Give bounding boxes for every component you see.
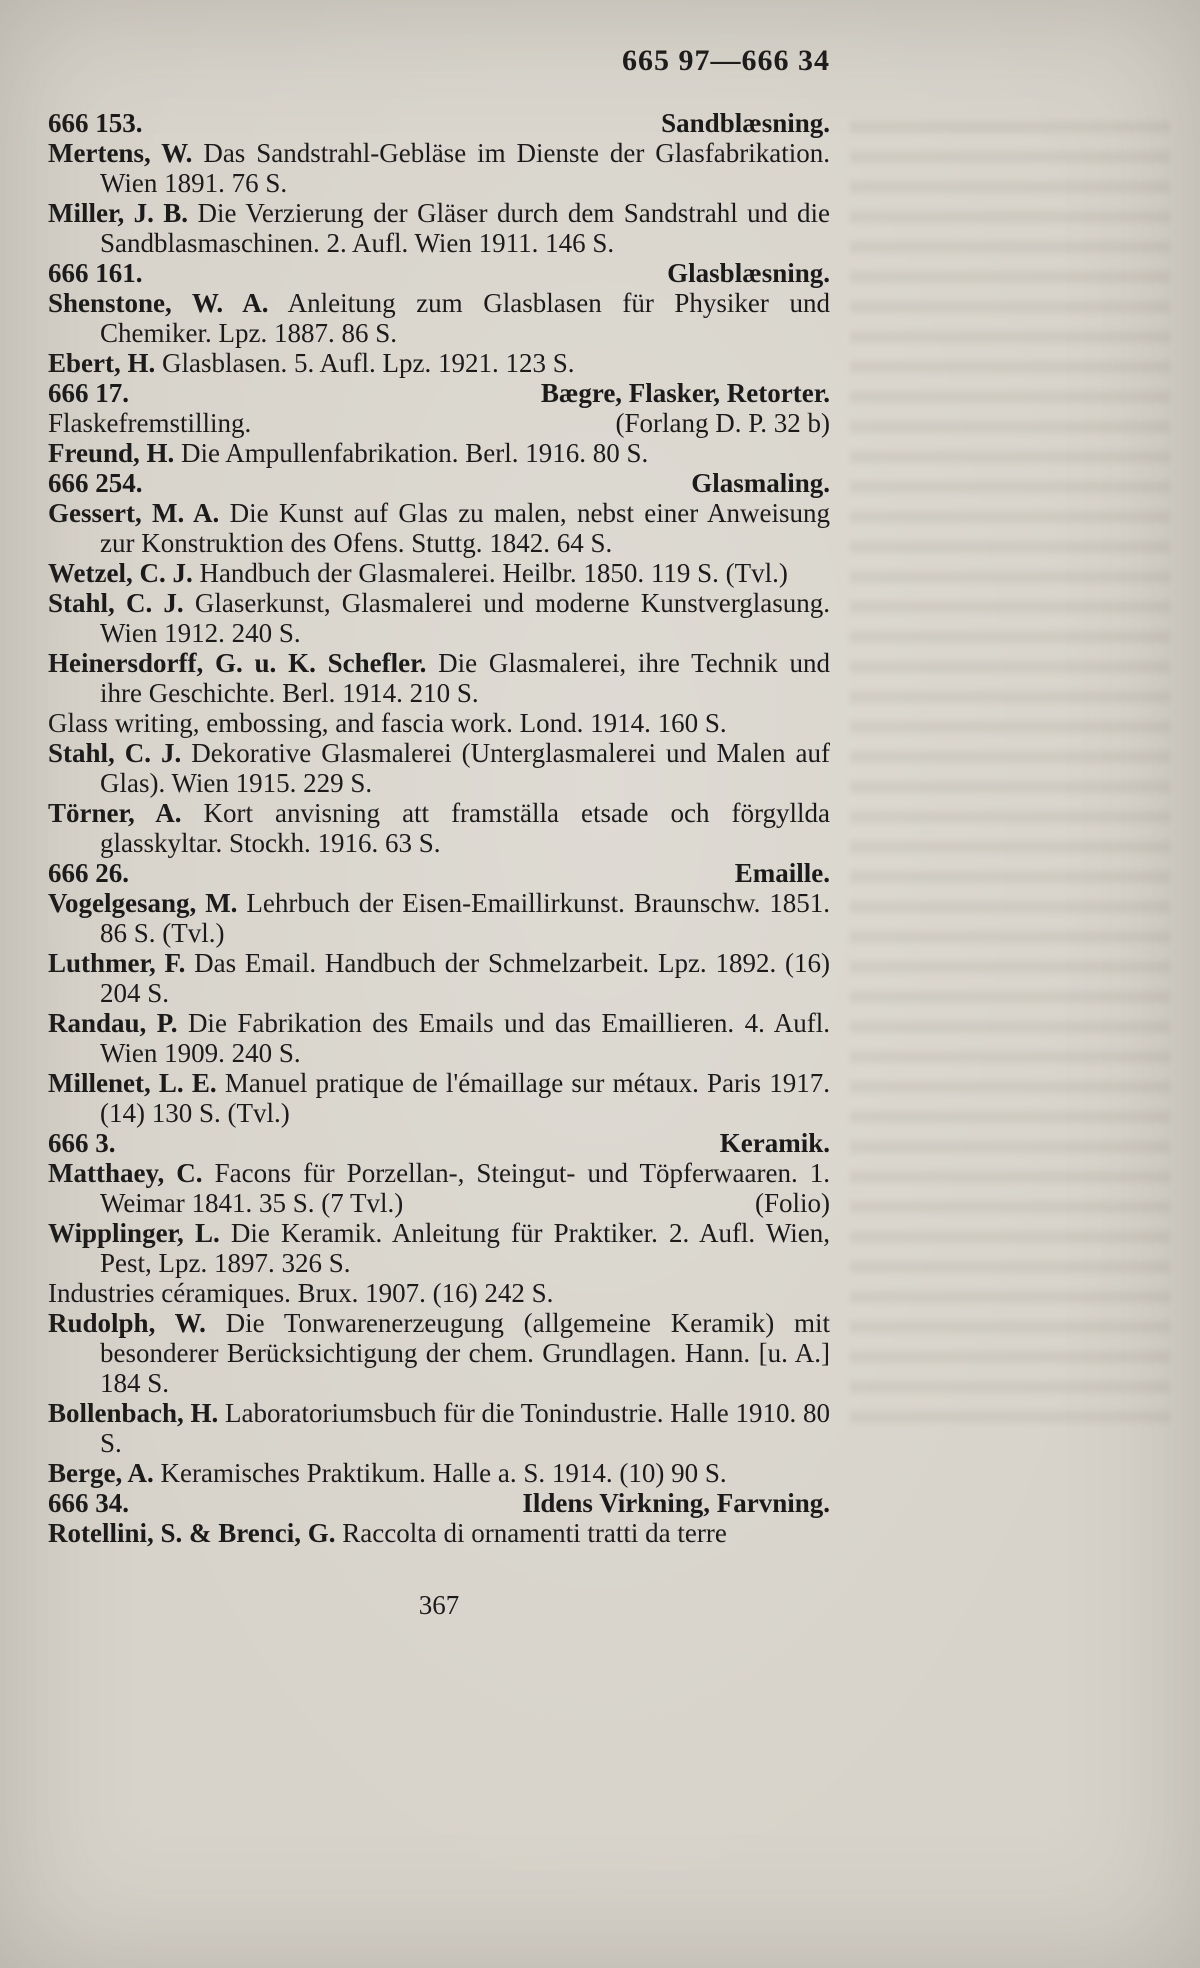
entry-text: Die Verzierung der Gläser durch dem Sandstrahl und die Sandblasmaschinen. 2. Aufl. Wien 1911. 146 S. — [100, 198, 830, 258]
entry — [48, 708, 830, 738]
page-content — [48, 44, 830, 1621]
entry — [48, 888, 830, 948]
section-number: 666 254. — [48, 468, 143, 498]
entry — [48, 1068, 830, 1128]
entry-text: Glasblasen. 5. Aufl. Lpz. 1921. 123 S. — [162, 348, 575, 378]
section-title: Bægre, Flasker, Retorter. — [540, 378, 830, 408]
entry-author: Wipplinger, L. — [48, 1218, 220, 1248]
section-row — [48, 468, 830, 498]
entry — [48, 798, 830, 858]
section-title: Glasmaling. — [691, 468, 830, 498]
entry — [48, 288, 830, 348]
entry — [48, 1218, 830, 1278]
entry-author: Gessert, M. A. — [48, 498, 220, 528]
entry — [48, 1008, 830, 1068]
entry-author: Miller, J. B. — [48, 198, 189, 228]
entry — [48, 1518, 830, 1548]
entry-author: Wetzel, C. J. — [48, 558, 193, 588]
entry-author: Shenstone, W. A. — [48, 288, 269, 318]
section-row — [48, 1128, 830, 1158]
entry-text: Das Email. Handbuch der Schmelzarbeit. Lpz. 1892. (16) 204 S. — [100, 948, 830, 1008]
entry-reference: (Forlang D. P. 32 b) — [615, 408, 830, 438]
entry-text: Flaskefremstilling. — [48, 408, 252, 438]
section-title: Ildens Virkning, Farvning. — [522, 1488, 830, 1518]
entry-split-row — [48, 408, 830, 438]
section-number: 666 34. — [48, 1488, 129, 1518]
entry — [48, 1278, 830, 1308]
section-title: Sandblæsning. — [661, 108, 830, 138]
entry-author: Millenet, L. E. — [48, 1068, 217, 1098]
entry-text: Manuel pratique de l'émaillage sur métaux. Paris 1917. (14) 130 S. (Tvl.) — [100, 1068, 831, 1128]
entry-author: Rudolph, W. — [48, 1308, 206, 1338]
entry-text: Kort anvisning att framställa etsade och förgyllda glasskyltar. Stockh. 1916. 63 S. — [100, 798, 830, 858]
entry-text: Das Sandstrahl-Gebläse im Dienste der Glasfabrikation. Wien 1891. 76 S. — [100, 138, 831, 198]
section-number: 666 153. — [48, 108, 143, 138]
page-number: 367 — [418, 1590, 460, 1620]
entry-author: Vogelgesang, M. — [48, 888, 238, 918]
section-number: 666 161. — [48, 258, 143, 288]
entry — [48, 1308, 830, 1398]
entry-text: Die Tonwarenerzeugung (allgemeine Keramik) mit besonderer Berücksichtigung der chem. Grundlagen. Hann. [u. A.] 184 S. — [100, 1308, 830, 1398]
section-number: 666 17. — [48, 378, 129, 408]
reverse-page-bleed-through — [850, 110, 1170, 1430]
entry-text: Laboratoriumsbuch für die Tonindustrie. Halle 1910. 80 S. — [100, 1398, 831, 1458]
entry — [48, 438, 830, 468]
entry — [48, 738, 830, 798]
section-row — [48, 1488, 830, 1518]
entry — [48, 588, 830, 648]
entry-text: Die Fabrikation des Emails und das Emaillieren. 4. Aufl. Wien 1909. 240 S. — [100, 1008, 831, 1068]
entry-author: Törner, A. — [48, 798, 182, 828]
entry — [48, 558, 830, 588]
entry — [48, 648, 830, 708]
section-number: 666 26. — [48, 858, 129, 888]
entry-author: Stahl, C. J. — [48, 738, 182, 768]
entry-author: Berge, A. — [48, 1458, 154, 1488]
entry-text: Lehrbuch der Eisen-Emaillirkunst. Braunschw. 1851. 86 S. (Tvl.) — [100, 888, 831, 948]
entry-author: Bollenbach, H. — [48, 1398, 219, 1428]
entry — [48, 1158, 830, 1218]
entry-text: Raccolta di ornamenti tratti da terre — [342, 1518, 727, 1548]
entry-author: Mertens, W. — [48, 138, 193, 168]
entry-author: Rotellini, S. & Brenci, G. — [48, 1518, 336, 1548]
entry — [48, 348, 830, 378]
entry-text: Die Ampullenfabrikation. Berl. 1916. 80 S. — [181, 438, 649, 468]
entry — [48, 1458, 830, 1488]
section-title: Emaille. — [734, 858, 830, 888]
section-title: Keramik. — [719, 1128, 830, 1158]
entry — [48, 1398, 830, 1458]
entry-author: Freund, H. — [48, 438, 175, 468]
entry-author: Stahl, C. J. — [48, 588, 184, 618]
entry-text: Glaserkunst, Glasmalerei und moderne Kunstverglasung. Wien 1912. 240 S. — [100, 588, 831, 648]
section-title: Glasblæsning. — [667, 258, 830, 288]
entry-text: Die Kunst auf Glas zu malen, nebst einer Anweisung zur Konstruktion des Ofens. Stuttg. 1842. 64 S. — [100, 498, 831, 558]
entry-author: Heinersdorff, G. u. K. Schefler. — [48, 648, 427, 678]
section-row — [48, 108, 830, 138]
section-row — [48, 378, 830, 408]
entry-text: Facons für Porzellan-, Steingut- und Töpferwaaren. 1. Weimar 1841. 35 S. (7 Tvl.) — [100, 1158, 830, 1218]
section-row — [48, 258, 830, 288]
entry — [48, 138, 830, 198]
section-row — [48, 858, 830, 888]
entry-text: Handbuch der Glasmalerei. Heilbr. 1850. 119 S. (Tvl.) — [199, 558, 788, 588]
entry-text: Dekorative Glasmalerei (Unterglasmalerei und Malen auf Glas). Wien 1915. 229 S. — [100, 738, 830, 798]
entry-author: Luthmer, F. — [48, 948, 186, 978]
entry — [48, 948, 830, 1008]
entry-author: Ebert, H. — [48, 348, 156, 378]
entries — [48, 108, 830, 1548]
entry-text: Die Keramik. Anleitung für Praktiker. 2. Aufl. Wien, Pest, Lpz. 1897. 326 S. — [100, 1218, 830, 1278]
entry — [48, 198, 830, 258]
section-number: 666 3. — [48, 1128, 116, 1158]
entry-text: Industries céramiques. Brux. 1907. (16) 242 S. — [48, 1278, 554, 1308]
entry-text: Die Glasmalerei, ihre Technik und ihre Geschichte. Berl. 1914. 210 S. — [100, 648, 830, 708]
entry-text: Keramisches Praktikum. Halle a. S. 1914. (10) 90 S. — [160, 1458, 727, 1488]
entry-author: Matthaey, C. — [48, 1158, 203, 1188]
entry-text: Glass writing, embossing, and fascia work. Lond. 1914. 160 S. — [48, 708, 727, 738]
running-head: 665 97—666 34 — [622, 44, 830, 77]
entry-format-note: (Folio) — [754, 1188, 830, 1218]
entry-text: Anleitung zum Glasblasen für Physiker und Chemiker. Lpz. 1887. 86 S. — [100, 288, 830, 348]
entry-author: Randau, P. — [48, 1008, 178, 1038]
entry — [48, 498, 830, 558]
